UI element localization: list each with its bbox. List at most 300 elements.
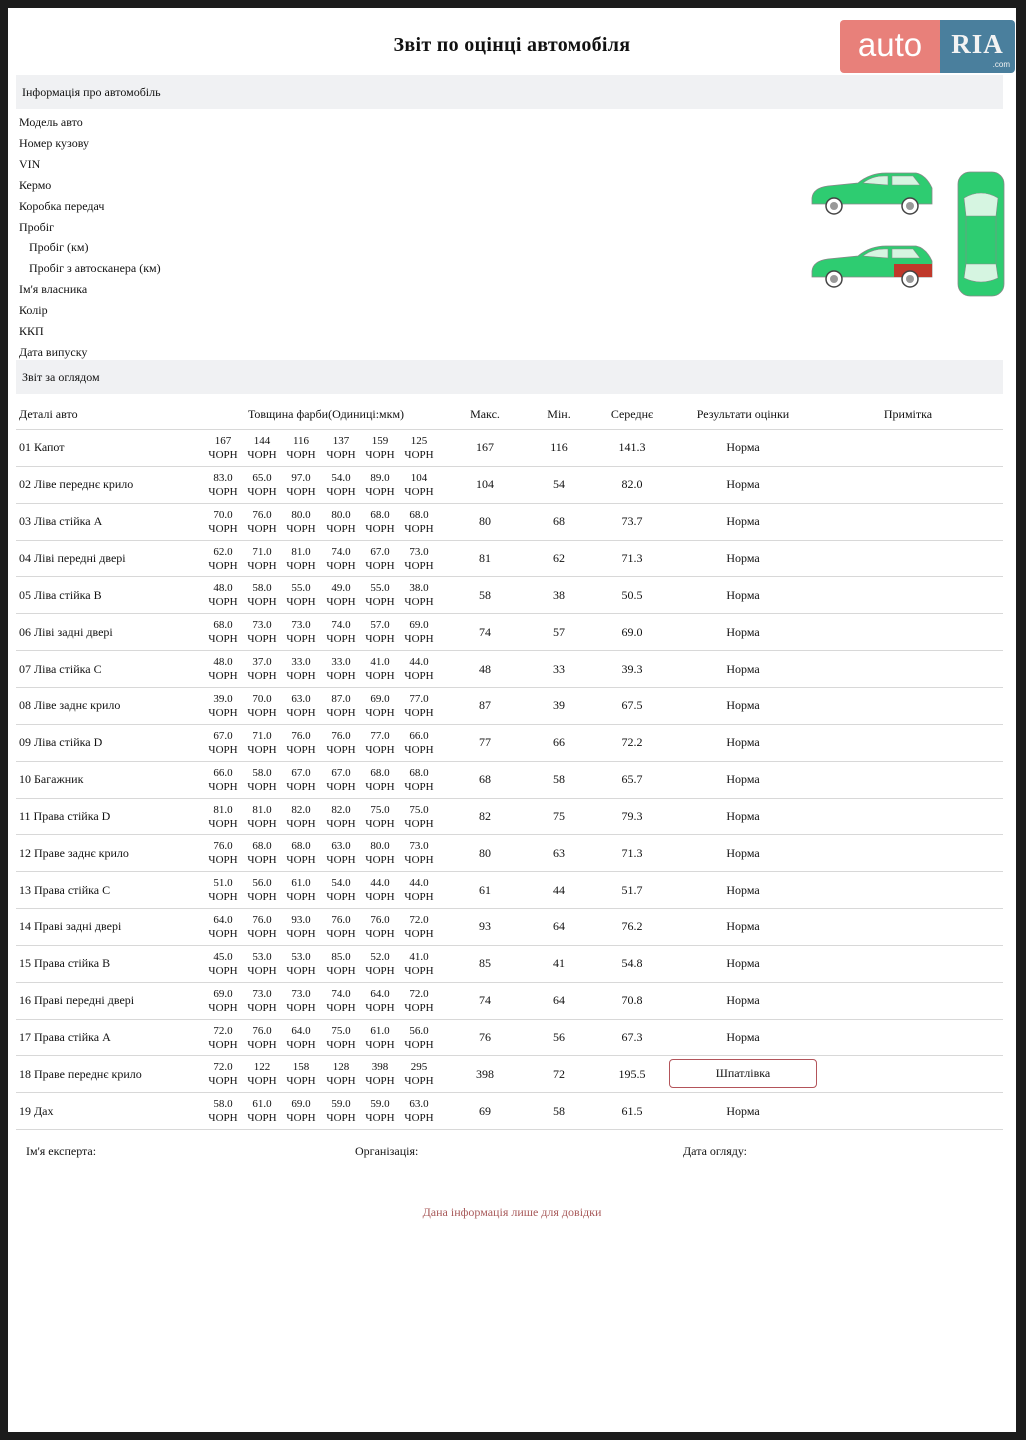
thickness-value: 64.0	[213, 914, 233, 927]
color-code-label: ЧОРН	[208, 817, 238, 830]
result-text: Норма	[726, 587, 760, 602]
thickness-value: 62.0	[213, 545, 233, 558]
thickness-value: 295	[410, 1061, 428, 1074]
thickness-value: 74.0	[331, 619, 351, 632]
car-info-label: Модель авто	[19, 115, 83, 129]
color-code-label: ЧОРН	[326, 559, 356, 572]
thickness-value: 83.0	[213, 471, 233, 484]
color-code-label: ЧОРН	[208, 1112, 238, 1125]
thickness-value: 81.0	[291, 545, 311, 558]
color-code-label: ЧОРН	[365, 633, 395, 646]
color-code-label: ЧОРН	[326, 522, 356, 535]
thickness-value: 49.0	[331, 582, 351, 595]
color-code-label: ЧОРН	[404, 817, 434, 830]
thickness-value: 85.0	[331, 950, 351, 963]
thickness-value: 55.0	[370, 582, 390, 595]
thickness-value: 68.0	[409, 766, 429, 779]
color-code-label: ЧОРН	[365, 1112, 395, 1125]
row-max-value: 85	[479, 956, 491, 971]
table-divider	[16, 871, 1003, 872]
color-code-label: ЧОРН	[247, 670, 277, 683]
color-code-label: ЧОРН	[404, 670, 434, 683]
thickness-value: 48.0	[213, 656, 233, 669]
thickness-value: 63.0	[291, 692, 311, 705]
col-header-thickness: Товщина фарби(Одиниці:мкм)	[247, 407, 405, 421]
row-part-name: 14 Праві задні двері	[19, 919, 122, 934]
thickness-value: 76.0	[331, 729, 351, 742]
row-part-name: 19 Дах	[19, 1103, 54, 1118]
thickness-value: 52.0	[370, 950, 390, 963]
color-code-label: ЧОРН	[247, 449, 277, 461]
color-code-label: ЧОРН	[365, 964, 395, 977]
row-part-name: 06 Ліві задні двері	[19, 624, 113, 639]
color-code-label: ЧОРН	[365, 743, 395, 756]
car-info-label: Пробіг з автосканера (км)	[29, 261, 161, 276]
expert-name-label: Ім'я експерта:	[26, 1144, 97, 1158]
thickness-value: 73.0	[252, 987, 272, 1000]
thickness-value: 76.0	[291, 729, 311, 742]
thickness-value: 53.0	[291, 950, 311, 963]
thickness-value: 137	[332, 435, 350, 447]
thickness-value: 58.0	[252, 582, 272, 595]
result-text: Норма	[726, 808, 760, 823]
thickness-value: 167	[214, 435, 232, 447]
table-divider	[16, 1129, 1003, 1130]
car-info-heading: Інформація про автомобіль	[16, 75, 1003, 109]
row-part-name: 18 Праве переднє крило	[19, 1066, 142, 1081]
col-header-note: Примітка	[883, 407, 933, 421]
row-avg-value: 50.5	[621, 587, 643, 602]
table-divider	[16, 982, 1003, 983]
row-max-value: 80	[479, 514, 491, 529]
color-code-label: ЧОРН	[404, 1038, 434, 1051]
table-divider	[16, 540, 1003, 541]
thickness-value: 65.0	[252, 471, 272, 484]
color-code-label: ЧОРН	[365, 559, 395, 572]
car-right-side-view	[812, 246, 932, 287]
thickness-value: 61.0	[370, 1024, 390, 1037]
row-part-name: 17 Права стійка A	[19, 1030, 111, 1045]
color-code-label: ЧОРН	[326, 1075, 356, 1088]
thickness-value: 116	[292, 435, 310, 447]
color-code-label: ЧОРН	[365, 670, 395, 683]
color-code-label: ЧОРН	[326, 1112, 356, 1125]
thickness-value: 398	[371, 1061, 389, 1074]
color-code-label: ЧОРН	[404, 559, 434, 572]
row-min-value: 57	[553, 624, 565, 639]
color-code-label: ЧОРН	[365, 522, 395, 535]
table-divider	[16, 576, 1003, 577]
thickness-value: 63.0	[331, 840, 351, 853]
row-part-name: 01 Капот	[19, 440, 65, 455]
row-avg-value: 141.3	[618, 440, 646, 455]
color-code-label: ЧОРН	[208, 1075, 238, 1088]
color-code-label: ЧОРН	[247, 485, 277, 498]
row-min-value: 116	[550, 440, 568, 455]
color-code-label: ЧОРН	[326, 1038, 356, 1051]
table-divider	[16, 908, 1003, 909]
row-min-value: 44	[553, 882, 565, 897]
thickness-value: 74.0	[331, 545, 351, 558]
thickness-value: 73.0	[252, 619, 272, 632]
table-divider	[16, 503, 1003, 504]
row-avg-value: 195.5	[618, 1066, 646, 1081]
thickness-value: 66.0	[213, 766, 233, 779]
thickness-value: 59.0	[370, 1098, 390, 1111]
result-text: Норма	[726, 440, 760, 455]
car-info-label: Номер кузову	[19, 135, 89, 150]
row-avg-value: 65.7	[621, 772, 643, 787]
car-info-label: Кермо	[19, 177, 52, 192]
table-divider	[16, 945, 1003, 946]
color-code-label: ЧОРН	[208, 780, 238, 793]
thickness-value: 76.0	[370, 914, 390, 927]
thickness-value: 69.0	[409, 619, 429, 632]
thickness-value: 58.0	[252, 766, 272, 779]
thickness-value: 64.0	[370, 987, 390, 1000]
color-code-label: ЧОРН	[365, 485, 395, 498]
color-code-label: ЧОРН	[326, 928, 356, 941]
row-min-value: 64	[553, 919, 565, 934]
result-text: Норма	[726, 1103, 760, 1118]
color-code-label: ЧОРН	[247, 1075, 277, 1088]
car-info-label: Пробіг	[19, 219, 55, 234]
row-avg-value: 67.3	[621, 1030, 643, 1045]
color-code-label: ЧОРН	[247, 964, 277, 977]
row-part-name: 02 Ліве переднє крило	[19, 477, 134, 492]
color-code-label: ЧОРН	[286, 1001, 316, 1014]
row-avg-value: 69.0	[621, 624, 643, 639]
col-header-avg: Середнє	[610, 407, 654, 421]
color-code-label: ЧОРН	[365, 1001, 395, 1014]
thickness-value: 144	[253, 435, 271, 447]
organization-label: Організація:	[355, 1144, 419, 1158]
color-code-label: ЧОРН	[326, 596, 356, 609]
color-code-label: ЧОРН	[365, 780, 395, 793]
row-min-value: 72	[553, 1066, 565, 1081]
row-min-value: 64	[553, 993, 565, 1008]
color-code-label: ЧОРН	[247, 1112, 277, 1125]
color-code-label: ЧОРН	[286, 928, 316, 941]
thickness-value: 70.0	[252, 692, 272, 705]
row-avg-value: 72.2	[621, 735, 643, 750]
color-code-label: ЧОРН	[247, 522, 277, 535]
color-code-label: ЧОРН	[247, 1038, 277, 1051]
table-divider	[16, 1055, 1003, 1056]
thickness-value: 125	[410, 435, 428, 447]
thickness-value: 76.0	[252, 914, 272, 927]
row-min-value: 68	[553, 514, 565, 529]
table-divider	[16, 687, 1003, 688]
thickness-value: 71.0	[252, 729, 272, 742]
thickness-value: 68.0	[370, 766, 390, 779]
thickness-value: 58.0	[213, 1098, 233, 1111]
car-info-label: Колір	[19, 303, 48, 318]
col-header-part: Деталі авто	[19, 407, 78, 421]
row-min-value: 63	[553, 845, 565, 860]
color-code-label: ЧОРН	[326, 633, 356, 646]
thickness-value: 37.0	[252, 656, 272, 669]
thickness-value: 70.0	[213, 508, 233, 521]
thickness-value: 75.0	[409, 803, 429, 816]
thickness-value: 122	[253, 1061, 271, 1074]
color-code-label: ЧОРН	[404, 854, 434, 867]
row-max-value: 68	[479, 772, 491, 787]
thickness-value: 76.0	[331, 914, 351, 927]
color-code-label: ЧОРН	[286, 1075, 316, 1088]
col-header-result: Результати оцінки	[696, 407, 790, 421]
thickness-value: 128	[332, 1061, 350, 1074]
color-code-label: ЧОРН	[404, 633, 434, 646]
logo-auto-text: auto	[840, 20, 940, 73]
report-page	[8, 8, 1016, 1432]
thickness-value: 51.0	[213, 877, 233, 890]
thickness-value: 68.0	[370, 508, 390, 521]
result-text: Норма	[726, 1030, 760, 1045]
row-part-name: 05 Ліва стійка B	[19, 587, 102, 602]
color-code-label: ЧОРН	[365, 449, 395, 461]
row-min-value: 56	[553, 1030, 565, 1045]
thickness-value: 68.0	[252, 840, 272, 853]
thickness-value: 77.0	[409, 692, 429, 705]
thickness-value: 159	[371, 435, 389, 447]
color-code-label: ЧОРН	[365, 928, 395, 941]
thickness-value: 33.0	[291, 656, 311, 669]
color-code-label: ЧОРН	[326, 854, 356, 867]
thickness-value: 63.0	[409, 1098, 429, 1111]
thickness-value: 57.0	[370, 619, 390, 632]
logo-ria-text	[940, 20, 1015, 73]
thickness-value: 69.0	[213, 987, 233, 1000]
color-code-label: ЧОРН	[286, 485, 316, 498]
thickness-value: 81.0	[252, 803, 272, 816]
row-max-value: 93	[479, 919, 491, 934]
result-text: Норма	[726, 514, 760, 529]
color-code-label: ЧОРН	[286, 780, 316, 793]
row-part-name: 03 Ліва стійка A	[19, 514, 103, 529]
thickness-value: 76.0	[252, 508, 272, 521]
row-part-name: 16 Праві передні двері	[19, 993, 135, 1008]
color-code-label: ЧОРН	[247, 743, 277, 756]
row-max-value: 104	[476, 477, 494, 492]
thickness-value: 80.0	[370, 840, 390, 853]
car-left-side-view	[812, 173, 932, 214]
row-max-value: 74	[479, 624, 491, 639]
row-min-value: 75	[553, 808, 565, 823]
row-min-value: 54	[553, 477, 565, 492]
result-text: Норма	[726, 661, 760, 676]
color-code-label: ЧОРН	[286, 559, 316, 572]
thickness-value: 44.0	[409, 656, 429, 669]
color-code-label: ЧОРН	[286, 743, 316, 756]
row-avg-value: 71.3	[621, 845, 643, 860]
row-avg-value: 79.3	[621, 808, 643, 823]
result-text: Норма	[726, 956, 760, 971]
report-title: Звіт по оцінці автомобіля	[393, 34, 631, 56]
logo-ria-word: RIA	[951, 29, 1004, 59]
color-code-label: ЧОРН	[365, 706, 395, 719]
color-code-label: ЧОРН	[247, 854, 277, 867]
disclaimer-text: Дана інформація лише для довідки	[422, 1205, 602, 1219]
table-divider	[16, 834, 1003, 835]
row-avg-value: 51.7	[621, 882, 643, 897]
row-avg-value: 54.8	[621, 956, 643, 971]
color-code-label: ЧОРН	[247, 817, 277, 830]
car-info-label: VIN	[19, 156, 41, 171]
row-min-value: 62	[553, 550, 565, 565]
thickness-value: 72.0	[213, 1061, 233, 1074]
row-max-value: 61	[479, 882, 491, 897]
table-divider	[16, 798, 1003, 799]
color-code-label: ЧОРН	[286, 706, 316, 719]
thickness-value: 76.0	[213, 840, 233, 853]
car-damage-diagram	[808, 166, 1008, 301]
color-code-label: ЧОРН	[404, 485, 434, 498]
result-text: Норма	[726, 550, 760, 565]
color-code-label: ЧОРН	[404, 1112, 434, 1125]
row-min-value: 41	[553, 956, 565, 971]
color-code-label: ЧОРН	[208, 596, 238, 609]
thickness-value: 67.0	[213, 729, 233, 742]
color-code-label: ЧОРН	[365, 1038, 395, 1051]
color-code-label: ЧОРН	[208, 670, 238, 683]
car-info-label: ККП	[19, 324, 44, 338]
thickness-value: 69.0	[370, 692, 390, 705]
row-avg-value: 70.8	[621, 993, 643, 1008]
color-code-label: ЧОРН	[365, 891, 395, 904]
thickness-value: 72.0	[213, 1024, 233, 1037]
color-code-label: ЧОРН	[365, 854, 395, 867]
color-code-label: ЧОРН	[247, 928, 277, 941]
color-code-label: ЧОРН	[208, 485, 238, 498]
color-code-label: ЧОРН	[326, 817, 356, 830]
row-part-name: 09 Ліва стійка D	[19, 735, 103, 750]
row-avg-value: 73.7	[621, 514, 643, 529]
thickness-value: 61.0	[291, 877, 311, 890]
row-part-name: 11 Права стійка D	[19, 808, 111, 823]
thickness-value: 48.0	[213, 582, 233, 595]
thickness-value: 80.0	[291, 508, 311, 521]
row-avg-value: 61.5	[621, 1103, 643, 1118]
color-code-label: ЧОРН	[326, 706, 356, 719]
thickness-value: 97.0	[291, 471, 311, 484]
thickness-value: 55.0	[291, 582, 311, 595]
row-min-value: 66	[553, 735, 565, 750]
row-avg-value: 71.3	[621, 550, 643, 565]
thickness-value: 59.0	[331, 1098, 351, 1111]
color-code-label: ЧОРН	[404, 1075, 434, 1088]
logo-domain: .com	[992, 60, 1010, 69]
thickness-value: 68.0	[409, 508, 429, 521]
color-code-label: ЧОРН	[208, 559, 238, 572]
color-code-label: ЧОРН	[326, 964, 356, 977]
thickness-value: 73.0	[291, 987, 311, 1000]
color-code-label: ЧОРН	[286, 522, 316, 535]
color-code-label: ЧОРН	[286, 596, 316, 609]
color-code-label: ЧОРН	[286, 854, 316, 867]
color-code-label: ЧОРН	[247, 633, 277, 646]
thickness-value: 80.0	[331, 508, 351, 521]
color-code-label: ЧОРН	[326, 743, 356, 756]
table-divider	[16, 429, 1003, 430]
result-text: Норма	[726, 735, 760, 750]
color-code-label: ЧОРН	[247, 559, 277, 572]
row-part-name: 04 Ліві передні двері	[19, 550, 126, 565]
result-text: Норма	[726, 477, 760, 492]
table-divider	[16, 1019, 1003, 1020]
row-min-value: 58	[553, 772, 565, 787]
result-text: Норма	[726, 919, 760, 934]
color-code-label: ЧОРН	[208, 854, 238, 867]
thickness-value: 158	[292, 1061, 310, 1074]
color-code-label: ЧОРН	[404, 706, 434, 719]
color-code-label: ЧОРН	[404, 596, 434, 609]
color-code-label: ЧОРН	[247, 1001, 277, 1014]
car-info-label: Пробіг (км)	[29, 240, 89, 255]
color-code-label: ЧОРН	[208, 743, 238, 756]
thickness-value: 39.0	[213, 692, 233, 705]
row-avg-value: 67.5	[621, 698, 643, 713]
row-max-value: 398	[476, 1066, 494, 1081]
result-text: Норма	[726, 772, 760, 787]
thickness-value: 61.0	[252, 1098, 272, 1111]
thickness-value: 87.0	[331, 692, 351, 705]
thickness-value: 56.0	[252, 877, 272, 890]
result-text: Норма	[726, 845, 760, 860]
color-code-label: ЧОРН	[404, 1001, 434, 1014]
row-min-value: 58	[553, 1103, 565, 1118]
color-code-label: ЧОРН	[208, 1001, 238, 1014]
color-code-label: ЧОРН	[247, 706, 277, 719]
row-max-value: 58	[479, 587, 491, 602]
color-code-label: ЧОРН	[286, 891, 316, 904]
row-max-value: 81	[479, 550, 491, 565]
color-code-label: ЧОРН	[404, 928, 434, 941]
color-code-label: ЧОРН	[208, 522, 238, 535]
color-code-label: ЧОРН	[286, 449, 316, 461]
color-code-label: ЧОРН	[326, 485, 356, 498]
thickness-value: 75.0	[370, 803, 390, 816]
thickness-value: 82.0	[331, 803, 351, 816]
thickness-value: 53.0	[252, 950, 272, 963]
col-header-max: Макс.	[470, 407, 500, 421]
thickness-value: 89.0	[370, 471, 390, 484]
color-code-label: ЧОРН	[208, 449, 238, 461]
color-code-label: ЧОРН	[365, 817, 395, 830]
row-part-name: 13 Права стійка C	[19, 882, 111, 897]
color-code-label: ЧОРН	[404, 780, 434, 793]
thickness-value: 33.0	[331, 656, 351, 669]
row-max-value: 69	[479, 1103, 491, 1118]
thickness-value: 64.0	[291, 1024, 311, 1037]
thickness-value: 67.0	[291, 766, 311, 779]
car-top-view	[958, 172, 1004, 296]
thickness-value: 77.0	[370, 729, 390, 742]
color-code-label: ЧОРН	[326, 670, 356, 683]
result-badge-putty: Шпатлівка	[669, 1059, 817, 1088]
thickness-value: 104	[410, 471, 428, 484]
color-code-label: ЧОРН	[286, 633, 316, 646]
row-max-value: 76	[479, 1030, 491, 1045]
color-code-label: ЧОРН	[365, 596, 395, 609]
table-divider	[16, 613, 1003, 614]
color-code-label: ЧОРН	[365, 1075, 395, 1088]
result-text: Норма	[726, 624, 760, 639]
color-code-label: ЧОРН	[404, 891, 434, 904]
color-code-label: ЧОРН	[326, 1001, 356, 1014]
color-code-label: ЧОРН	[286, 1112, 316, 1125]
table-divider	[16, 761, 1003, 762]
